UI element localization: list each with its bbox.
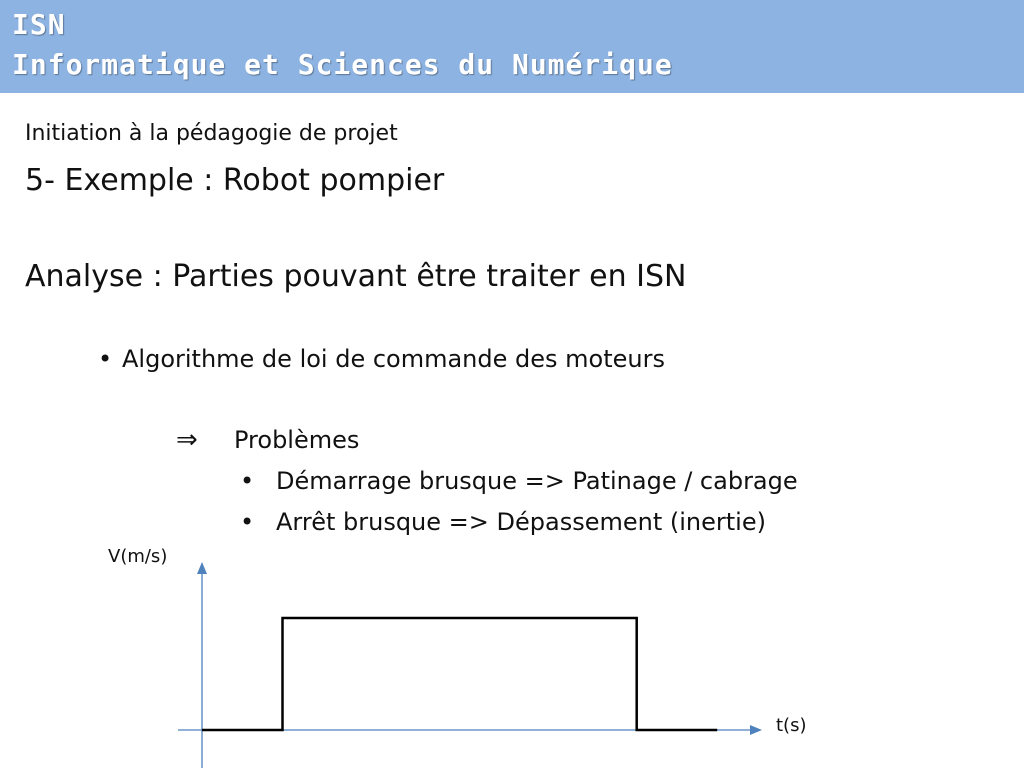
slide-heading: 5- Exemple : Robot pompier [25, 163, 445, 198]
y-axis-arrow-icon [197, 562, 207, 574]
banner-title-full: Informatique et Sciences du Numérique [12, 48, 673, 81]
x-axis-arrow-icon [750, 725, 762, 735]
bullet-dot-icon: • [98, 345, 113, 373]
y-axis-label: V(m/s) [108, 546, 168, 567]
implies-arrow-icon: ⇒ [176, 425, 198, 455]
bullet-dot-icon: • [240, 508, 255, 536]
slide-subtitle: Initiation à la pédagogie de projet [25, 121, 398, 146]
problem-text: Arrêt brusque => Dépassement (inertie) [276, 508, 766, 536]
bullet-text: Algorithme de loi de commande des moteurs [122, 345, 665, 373]
banner-title-short: ISN [12, 8, 66, 41]
x-axis-label: t(s) [776, 715, 807, 736]
analysis-title: Analyse : Parties pouvant être traiter en ISN [25, 259, 687, 294]
velocity-signal-line [202, 618, 717, 730]
problem-text: Démarrage brusque => Patinage / cabrage [276, 467, 798, 495]
bullet-dot-icon: • [240, 467, 255, 495]
problems-label: Problèmes [234, 426, 360, 454]
